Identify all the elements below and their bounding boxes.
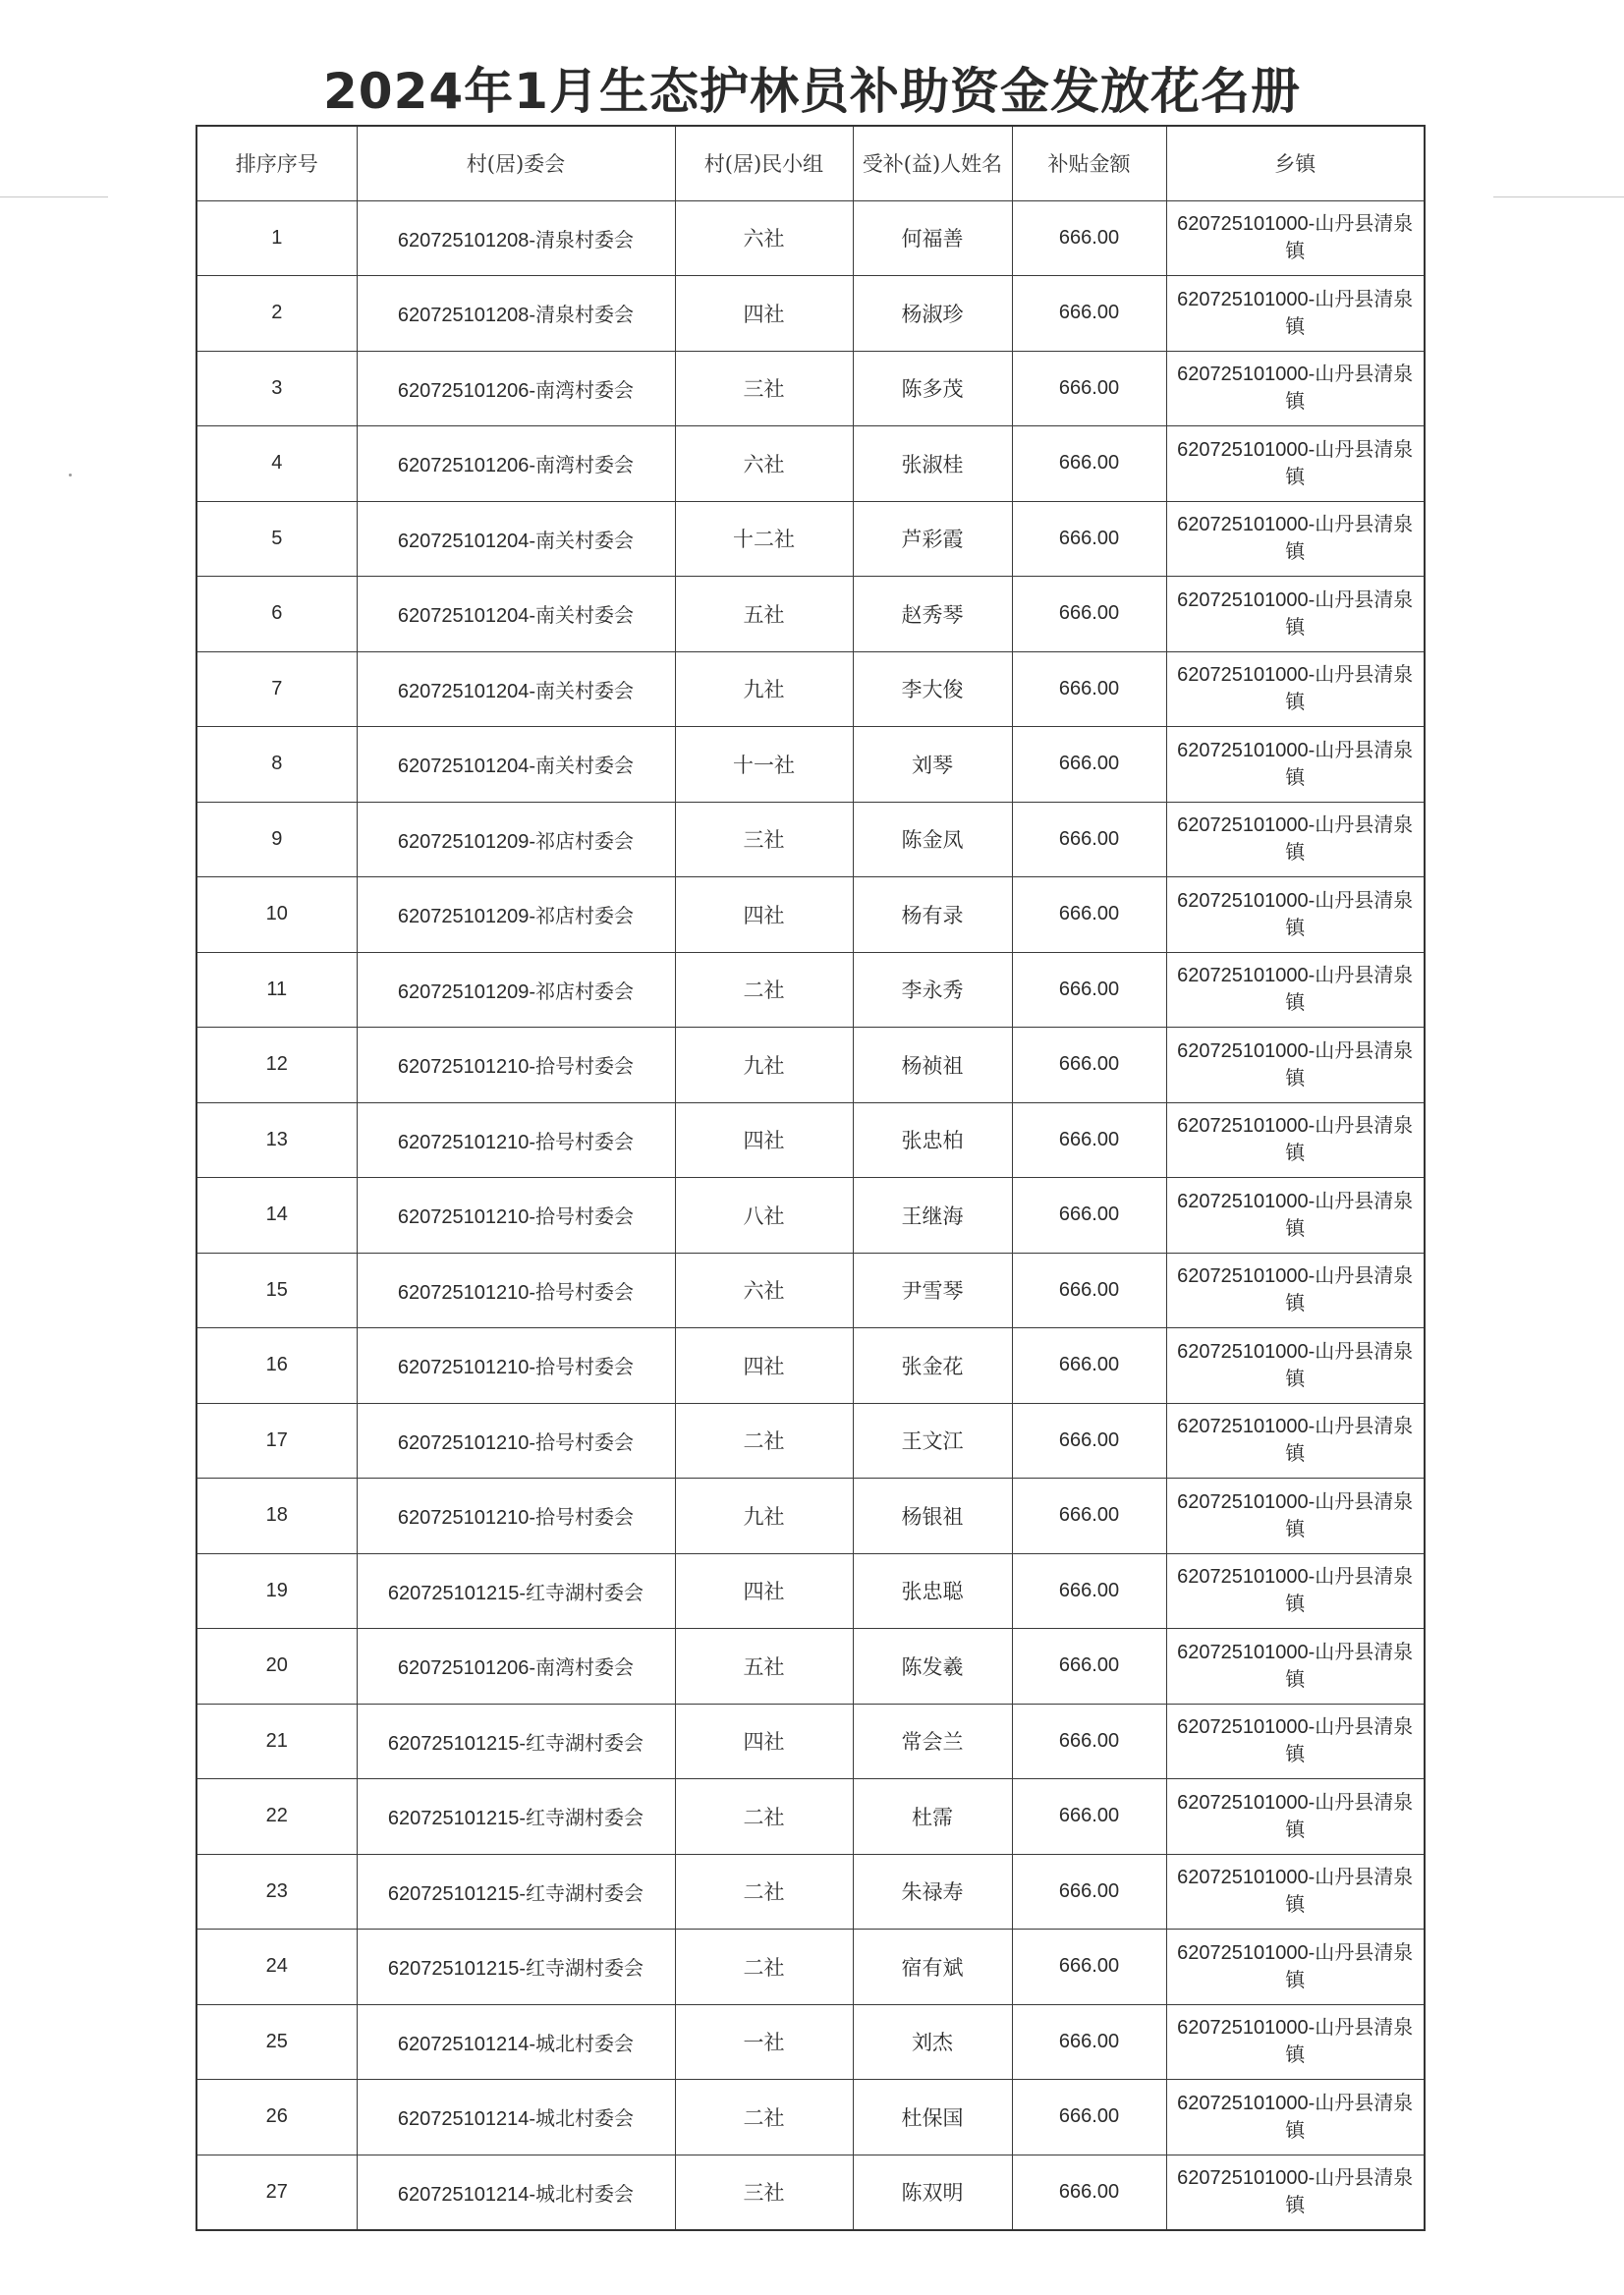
table-row xyxy=(196,727,1425,803)
cell-town: 620725101000-山丹县清泉镇 xyxy=(1166,2004,1425,2080)
cell-seq: 26 xyxy=(196,2080,357,2155)
table-row xyxy=(196,1629,1425,1705)
cell-seq: 21 xyxy=(196,1704,357,1779)
cell-amount: 666.00 xyxy=(1012,1629,1166,1705)
cell-seq: 27 xyxy=(196,2155,357,2230)
cell-recipient-name: 陈金凤 xyxy=(853,802,1012,877)
cell-seq: 25 xyxy=(196,2004,357,2080)
cell-recipient-name: 杨淑珍 xyxy=(853,276,1012,352)
cell-seq: 13 xyxy=(196,1102,357,1178)
cell-group: 十一社 xyxy=(675,727,853,803)
cell-village: 620725101209-祁店村委会 xyxy=(357,877,675,953)
cell-village: 620725101214-城北村委会 xyxy=(357,2004,675,2080)
cell-group: 六社 xyxy=(675,426,853,502)
cell-seq: 3 xyxy=(196,351,357,426)
cell-recipient-name: 尹雪琴 xyxy=(853,1253,1012,1328)
cell-town: 620725101000-山丹县清泉镇 xyxy=(1166,1779,1425,1855)
header-group: 村(居)民小组 xyxy=(675,126,853,200)
table-row xyxy=(196,351,1425,426)
cell-recipient-name: 陈发羲 xyxy=(853,1629,1012,1705)
cell-town: 620725101000-山丹县清泉镇 xyxy=(1166,1704,1425,1779)
cell-amount: 666.00 xyxy=(1012,426,1166,502)
table-row xyxy=(196,877,1425,953)
cell-seq: 2 xyxy=(196,276,357,352)
cell-village: 620725101204-南关村委会 xyxy=(357,727,675,803)
cell-group: 三社 xyxy=(675,802,853,877)
cell-recipient-name: 陈多茂 xyxy=(853,351,1012,426)
cell-recipient-name: 常会兰 xyxy=(853,1704,1012,1779)
scan-speck xyxy=(69,474,72,476)
cell-group: 六社 xyxy=(675,200,853,276)
cell-amount: 666.00 xyxy=(1012,1854,1166,1930)
cell-seq: 19 xyxy=(196,1553,357,1629)
table-row xyxy=(196,501,1425,577)
cell-village: 620725101214-城北村委会 xyxy=(357,2080,675,2155)
cell-amount: 666.00 xyxy=(1012,952,1166,1028)
cell-group: 九社 xyxy=(675,1479,853,1554)
table-row xyxy=(196,1930,1425,2005)
header-village: 村(居)委会 xyxy=(357,126,675,200)
cell-village: 620725101208-清泉村委会 xyxy=(357,200,675,276)
cell-group: 四社 xyxy=(675,877,853,953)
cell-amount: 666.00 xyxy=(1012,1028,1166,1103)
cell-group: 二社 xyxy=(675,952,853,1028)
cell-village: 620725101210-拾号村委会 xyxy=(357,1479,675,1554)
cell-seq: 23 xyxy=(196,1854,357,1930)
table-row xyxy=(196,952,1425,1028)
cell-amount: 666.00 xyxy=(1012,2155,1166,2230)
scan-artifact-left xyxy=(0,196,108,197)
table-row xyxy=(196,1028,1425,1103)
cell-recipient-name: 芦彩霞 xyxy=(853,501,1012,577)
cell-village: 620725101204-南关村委会 xyxy=(357,651,675,727)
cell-seq: 15 xyxy=(196,1253,357,1328)
cell-amount: 666.00 xyxy=(1012,1930,1166,2005)
table-row xyxy=(196,1854,1425,1930)
cell-village: 620725101208-清泉村委会 xyxy=(357,276,675,352)
cell-seq: 9 xyxy=(196,802,357,877)
cell-seq: 20 xyxy=(196,1629,357,1705)
cell-seq: 1 xyxy=(196,200,357,276)
cell-town: 620725101000-山丹县清泉镇 xyxy=(1166,426,1425,502)
cell-village: 620725101214-城北村委会 xyxy=(357,2155,675,2230)
cell-town: 620725101000-山丹县清泉镇 xyxy=(1166,1854,1425,1930)
cell-seq: 5 xyxy=(196,501,357,577)
cell-recipient-name: 赵秀琴 xyxy=(853,577,1012,652)
table-row xyxy=(196,1328,1425,1404)
cell-amount: 666.00 xyxy=(1012,1403,1166,1479)
page-title: 2024年1月生态护林员补助资金发放花名册 xyxy=(323,63,1301,120)
cell-amount: 666.00 xyxy=(1012,1178,1166,1254)
cell-amount: 666.00 xyxy=(1012,200,1166,276)
table-row xyxy=(196,651,1425,727)
cell-amount: 666.00 xyxy=(1012,1102,1166,1178)
cell-group: 四社 xyxy=(675,276,853,352)
cell-village: 620725101206-南湾村委会 xyxy=(357,351,675,426)
cell-amount: 666.00 xyxy=(1012,1328,1166,1404)
cell-town: 620725101000-山丹县清泉镇 xyxy=(1166,727,1425,803)
cell-village: 620725101215-红寺湖村委会 xyxy=(357,1930,675,2005)
cell-recipient-name: 杜霈 xyxy=(853,1779,1012,1855)
cell-recipient-name: 何福善 xyxy=(853,200,1012,276)
cell-village: 620725101206-南湾村委会 xyxy=(357,1629,675,1705)
roster-table xyxy=(196,125,1426,2231)
cell-recipient-name: 杨有录 xyxy=(853,877,1012,953)
cell-group: 九社 xyxy=(675,651,853,727)
cell-amount: 666.00 xyxy=(1012,1553,1166,1629)
cell-recipient-name: 张淑桂 xyxy=(853,426,1012,502)
cell-town: 620725101000-山丹县清泉镇 xyxy=(1166,1479,1425,1554)
cell-seq: 4 xyxy=(196,426,357,502)
cell-recipient-name: 陈双明 xyxy=(853,2155,1012,2230)
cell-recipient-name: 张忠聪 xyxy=(853,1553,1012,1629)
cell-amount: 666.00 xyxy=(1012,1253,1166,1328)
cell-town: 620725101000-山丹县清泉镇 xyxy=(1166,577,1425,652)
cell-seq: 17 xyxy=(196,1403,357,1479)
header-seq: 排序序号 xyxy=(196,126,357,200)
cell-village: 620725101215-红寺湖村委会 xyxy=(357,1854,675,1930)
header-town: 乡镇 xyxy=(1166,126,1425,200)
cell-amount: 666.00 xyxy=(1012,651,1166,727)
header-recipient: 受补(益)人姓名 xyxy=(853,126,1012,200)
cell-town: 620725101000-山丹县清泉镇 xyxy=(1166,651,1425,727)
cell-amount: 666.00 xyxy=(1012,351,1166,426)
cell-town: 620725101000-山丹县清泉镇 xyxy=(1166,1102,1425,1178)
table-row xyxy=(196,1253,1425,1328)
cell-village: 620725101210-拾号村委会 xyxy=(357,1178,675,1254)
cell-town: 620725101000-山丹县清泉镇 xyxy=(1166,1629,1425,1705)
cell-amount: 666.00 xyxy=(1012,802,1166,877)
cell-group: 五社 xyxy=(675,1629,853,1705)
cell-town: 620725101000-山丹县清泉镇 xyxy=(1166,2155,1425,2230)
table-row xyxy=(196,1403,1425,1479)
cell-recipient-name: 刘琴 xyxy=(853,727,1012,803)
cell-town: 620725101000-山丹县清泉镇 xyxy=(1166,877,1425,953)
cell-seq: 10 xyxy=(196,877,357,953)
cell-amount: 666.00 xyxy=(1012,1779,1166,1855)
cell-group: 二社 xyxy=(675,2080,853,2155)
cell-seq: 8 xyxy=(196,727,357,803)
cell-town: 620725101000-山丹县清泉镇 xyxy=(1166,1553,1425,1629)
cell-recipient-name: 朱禄寿 xyxy=(853,1854,1012,1930)
cell-village: 620725101210-拾号村委会 xyxy=(357,1403,675,1479)
cell-seq: 7 xyxy=(196,651,357,727)
cell-recipient-name: 王文江 xyxy=(853,1403,1012,1479)
cell-town: 620725101000-山丹县清泉镇 xyxy=(1166,2080,1425,2155)
cell-amount: 666.00 xyxy=(1012,276,1166,352)
cell-town: 620725101000-山丹县清泉镇 xyxy=(1166,1403,1425,1479)
cell-recipient-name: 张忠柏 xyxy=(853,1102,1012,1178)
cell-town: 620725101000-山丹县清泉镇 xyxy=(1166,276,1425,352)
cell-recipient-name: 宿有斌 xyxy=(853,1930,1012,2005)
table-row xyxy=(196,1102,1425,1178)
cell-village: 620725101209-祁店村委会 xyxy=(357,952,675,1028)
cell-seq: 11 xyxy=(196,952,357,1028)
cell-group: 八社 xyxy=(675,1178,853,1254)
cell-town: 620725101000-山丹县清泉镇 xyxy=(1166,1253,1425,1328)
cell-amount: 666.00 xyxy=(1012,2080,1166,2155)
header-amount: 补贴金额 xyxy=(1012,126,1166,200)
cell-amount: 666.00 xyxy=(1012,727,1166,803)
table-row xyxy=(196,1178,1425,1254)
cell-group: 三社 xyxy=(675,351,853,426)
cell-group: 二社 xyxy=(675,1930,853,2005)
cell-group: 十二社 xyxy=(675,501,853,577)
cell-village: 620725101210-拾号村委会 xyxy=(357,1028,675,1103)
cell-amount: 666.00 xyxy=(1012,577,1166,652)
cell-seq: 22 xyxy=(196,1779,357,1855)
cell-group: 九社 xyxy=(675,1028,853,1103)
cell-recipient-name: 杨祯祖 xyxy=(853,1028,1012,1103)
table-row xyxy=(196,1479,1425,1554)
table-row xyxy=(196,2155,1425,2230)
cell-group: 六社 xyxy=(675,1253,853,1328)
cell-recipient-name: 李永秀 xyxy=(853,952,1012,1028)
table-row xyxy=(196,2080,1425,2155)
cell-group: 三社 xyxy=(675,2155,853,2230)
cell-amount: 666.00 xyxy=(1012,501,1166,577)
cell-recipient-name: 杜保国 xyxy=(853,2080,1012,2155)
roster-body xyxy=(196,200,1425,2230)
cell-town: 620725101000-山丹县清泉镇 xyxy=(1166,1028,1425,1103)
table-row xyxy=(196,426,1425,502)
cell-village: 620725101215-红寺湖村委会 xyxy=(357,1553,675,1629)
cell-village: 620725101210-拾号村委会 xyxy=(357,1253,675,1328)
cell-town: 620725101000-山丹县清泉镇 xyxy=(1166,501,1425,577)
cell-village: 620725101204-南关村委会 xyxy=(357,577,675,652)
cell-village: 620725101215-红寺湖村委会 xyxy=(357,1779,675,1855)
table-row xyxy=(196,1704,1425,1779)
cell-town: 620725101000-山丹县清泉镇 xyxy=(1166,802,1425,877)
cell-group: 四社 xyxy=(675,1328,853,1404)
cell-town: 620725101000-山丹县清泉镇 xyxy=(1166,1178,1425,1254)
cell-town: 620725101000-山丹县清泉镇 xyxy=(1166,1328,1425,1404)
cell-seq: 14 xyxy=(196,1178,357,1254)
cell-seq: 18 xyxy=(196,1479,357,1554)
cell-group: 四社 xyxy=(675,1704,853,1779)
cell-village: 620725101204-南关村委会 xyxy=(357,501,675,577)
cell-amount: 666.00 xyxy=(1012,1704,1166,1779)
cell-recipient-name: 刘杰 xyxy=(853,2004,1012,2080)
cell-group: 二社 xyxy=(675,1779,853,1855)
cell-group: 四社 xyxy=(675,1102,853,1178)
cell-recipient-name: 李大俊 xyxy=(853,651,1012,727)
table-row xyxy=(196,2004,1425,2080)
table-row xyxy=(196,802,1425,877)
cell-group: 五社 xyxy=(675,577,853,652)
cell-town: 620725101000-山丹县清泉镇 xyxy=(1166,200,1425,276)
cell-recipient-name: 杨银祖 xyxy=(853,1479,1012,1554)
cell-group: 二社 xyxy=(675,1854,853,1930)
cell-amount: 666.00 xyxy=(1012,877,1166,953)
cell-town: 620725101000-山丹县清泉镇 xyxy=(1166,351,1425,426)
table-row xyxy=(196,1779,1425,1855)
cell-seq: 16 xyxy=(196,1328,357,1404)
cell-recipient-name: 张金花 xyxy=(853,1328,1012,1404)
cell-village: 620725101215-红寺湖村委会 xyxy=(357,1704,675,1779)
scan-artifact-right xyxy=(1493,196,1624,197)
table-row xyxy=(196,200,1425,276)
cell-seq: 6 xyxy=(196,577,357,652)
cell-seq: 24 xyxy=(196,1930,357,2005)
cell-seq: 12 xyxy=(196,1028,357,1103)
table-row xyxy=(196,1553,1425,1629)
cell-village: 620725101209-祁店村委会 xyxy=(357,802,675,877)
cell-village: 620725101210-拾号村委会 xyxy=(357,1328,675,1404)
cell-group: 四社 xyxy=(675,1553,853,1629)
cell-recipient-name: 王继海 xyxy=(853,1178,1012,1254)
table-row xyxy=(196,577,1425,652)
cell-group: 二社 xyxy=(675,1403,853,1479)
table-header-row xyxy=(196,126,1425,200)
table-row xyxy=(196,276,1425,352)
cell-amount: 666.00 xyxy=(1012,1479,1166,1554)
cell-group: 一社 xyxy=(675,2004,853,2080)
cell-village: 620725101206-南湾村委会 xyxy=(357,426,675,502)
cell-amount: 666.00 xyxy=(1012,2004,1166,2080)
cell-town: 620725101000-山丹县清泉镇 xyxy=(1166,1930,1425,2005)
cell-village: 620725101210-拾号村委会 xyxy=(357,1102,675,1178)
cell-town: 620725101000-山丹县清泉镇 xyxy=(1166,952,1425,1028)
